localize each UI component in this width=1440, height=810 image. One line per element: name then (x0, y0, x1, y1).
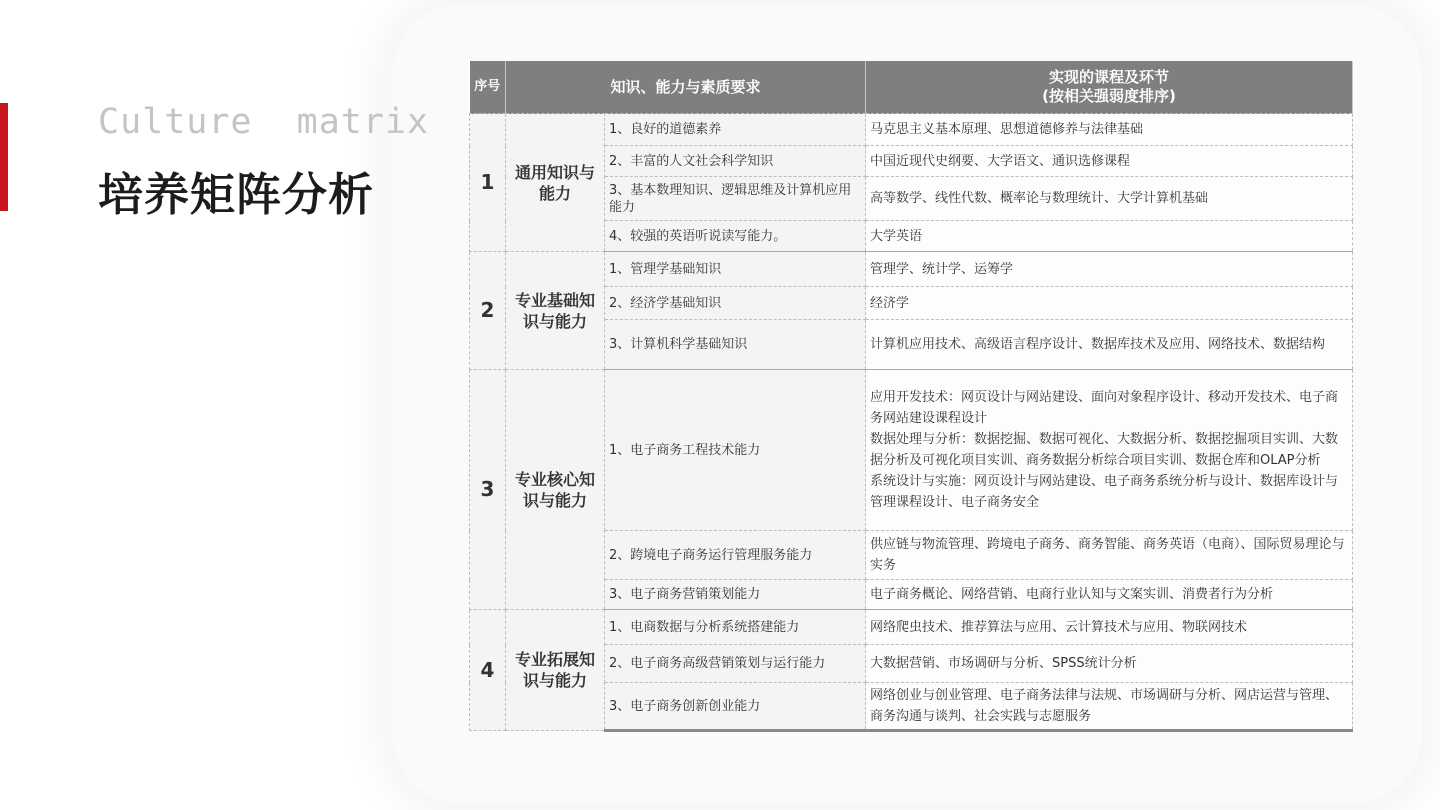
requirement-cell: 3、计算机科学基础知识 (605, 320, 866, 370)
course-cell: 马克思主义基本原理、思想道德修养与法律基础 (866, 114, 1353, 146)
header-requirements: 知识、能力与素质要求 (506, 61, 866, 114)
requirement-cell: 1、良好的道德素养 (605, 114, 866, 146)
course-cell: 网络创业与创业管理、电子商务法律与法规、市场调研与分析、网店运营与管理、商务沟通与谈判、社会实践与志愿服务 (866, 683, 1353, 731)
course-cell: 管理学、统计学、运筹学 (866, 252, 1353, 287)
course-cell: 网络爬虫技术、推荐算法与应用、云计算技术与应用、物联网技术 (866, 610, 1353, 645)
accent-bar (0, 103, 8, 211)
requirement-cell: 1、电子商务工程技术能力 (605, 370, 866, 531)
group-number: 3 (470, 370, 506, 610)
requirement-cell: 2、电子商务高级营销策划与运行能力 (605, 645, 866, 683)
header-no: 序号 (470, 61, 506, 114)
requirement-cell: 2、丰富的人文社会科学知识 (605, 146, 866, 177)
english-title: Culture matrix (98, 102, 430, 142)
header-courses-line2: (按相关强弱度排序) (1042, 87, 1176, 105)
course-cell: 高等数学、线性代数、概率论与数理统计、大学计算机基础 (866, 177, 1353, 221)
group-number: 1 (470, 114, 506, 252)
group-number: 2 (470, 252, 506, 370)
requirement-cell: 1、电商数据与分析系统搭建能力 (605, 610, 866, 645)
course-paragraph: 数据处理与分析：数据挖掘、数据可视化、大数据分析、数据挖掘项目实训、大数据分析及可视化项目实训、商务数据分析综合项目实训、数据仓库和OLAP分析 (870, 432, 1339, 468)
course-cell: 中国近现代史纲要、大学语文、通识选修课程 (866, 146, 1353, 177)
requirement-cell: 3、基本数理知识、逻辑思维及计算机应用能力 (605, 177, 866, 221)
group-category: 通用知识与能力 (506, 114, 605, 252)
requirement-cell: 1、管理学基础知识 (605, 252, 866, 287)
course-cell: 供应链与物流管理、跨境电子商务、商务智能、商务英语（电商）、国际贸易理论与实务 (866, 531, 1353, 580)
group-category: 专业核心知识与能力 (506, 370, 605, 610)
course-paragraph: 应用开发技术：网页设计与网站建设、面向对象程序设计、移动开发技术、电子商务网站建设课程设计 (870, 390, 1339, 426)
requirement-cell: 3、电子商务创新创业能力 (605, 683, 866, 731)
training-matrix-table (469, 61, 1353, 732)
page-title: 培养矩阵分析 (98, 168, 375, 221)
header-courses (866, 61, 1353, 114)
course-cell: 大学英语 (866, 221, 1353, 252)
course-paragraph: 系统设计与实施：网页设计与网站建设、电子商务系统分析与设计、数据库设计与管理课程设计、电子商务安全 (870, 474, 1339, 510)
requirement-cell: 2、跨境电子商务运行管理服务能力 (605, 531, 866, 580)
table-row (470, 370, 1353, 531)
course-cell: 计算机应用技术、高级语言程序设计、数据库技术及应用、网络技术、数据结构 (866, 320, 1353, 370)
table-row (470, 610, 1353, 645)
header-courses-line1: 实现的课程及环节 (1049, 68, 1170, 86)
requirement-cell: 3、电子商务营销策划能力 (605, 580, 866, 610)
requirement-cell: 2、经济学基础知识 (605, 287, 866, 320)
group-number: 4 (470, 610, 506, 731)
group-category: 专业拓展知识与能力 (506, 610, 605, 731)
course-cell (866, 370, 1353, 531)
table-row (470, 252, 1353, 287)
table-row (470, 114, 1353, 146)
table-header-row (470, 61, 1353, 114)
group-category: 专业基础知识与能力 (506, 252, 605, 370)
course-cell: 经济学 (866, 287, 1353, 320)
requirement-cell: 4、较强的英语听说读写能力。 (605, 221, 866, 252)
course-cell: 大数据营销、市场调研与分析、SPSS统计分析 (866, 645, 1353, 683)
course-cell: 电子商务概论、网络营销、电商行业认知与文案实训、消费者行为分析 (866, 580, 1353, 610)
